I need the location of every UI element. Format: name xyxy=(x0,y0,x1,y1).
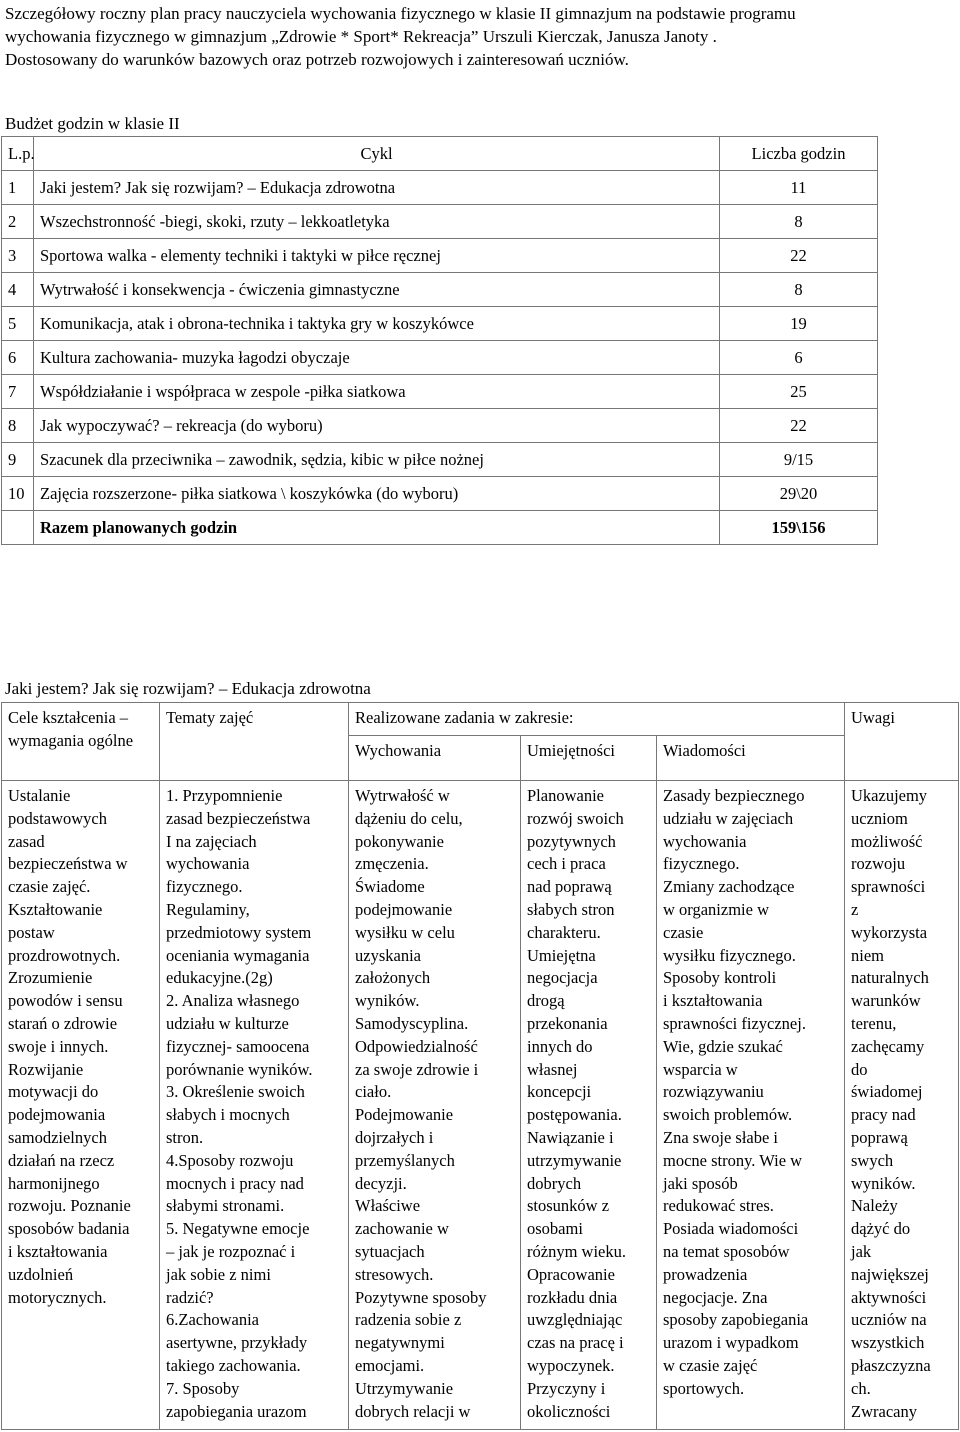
budget-row-lp: 8 xyxy=(2,409,34,443)
budget-row-hours: 19 xyxy=(720,307,878,341)
skills-cell: Planowanie rozwój swoich pozytywnych cech i praca nad poprawą słabych stron charakteru. Umiejętna negocjacja drogą przekonania innych do własnej koncepcji postępowania. Nawiązanie i utrzymywanie dobrych stosunków z osobami różnym wieku. Opracowanie rozkładu dnia uwzględniając czas na pracę i wypoczynek. Przyczyny i okoliczności xyxy=(521,781,657,1430)
budget-row-lp: 6 xyxy=(2,341,34,375)
header-knowledge: Wiadomości xyxy=(657,736,845,781)
budget-total-empty xyxy=(2,511,34,545)
header-lp: L.p. xyxy=(2,137,34,171)
header-skills: Umiejętności xyxy=(521,736,657,781)
budget-row-cycle: Zajęcia rozszerzone- piłka siatkowa \ koszykówka (do wyboru) xyxy=(34,477,720,511)
intro-line-1: Szczegółowy roczny plan pracy nauczyciela wychowania fizycznego w klasie II gimnazjum na podstawie programu xyxy=(5,4,796,23)
upbringing-cell: Wytrwałość w dążeniu do celu, pokonywanie zmęczenia. Świadome podejmowanie wysiłku w celu uzyskania założonych wyników. Samodyscyplina. Odpowiedzialność za swoje zdrowie i ciało. Podejmowanie dojrzałych i przemyślanych decyzji. Właściwe zachowanie w sytuacjach stresowych. Pozytywne sposoby radzenia sobie z negatywnymi emocjami. Utrzymywanie dobrych relacji w xyxy=(349,781,521,1430)
budget-total-hours: 159\156 xyxy=(720,511,878,545)
budget-row xyxy=(2,375,878,409)
header-hours: Liczba godzin xyxy=(720,137,878,171)
budget-row-cycle: Jaki jestem? Jak się rozwijam? – Edukacja zdrowotna xyxy=(34,171,720,205)
budget-total-label: Razem planowanych godzin xyxy=(34,511,720,545)
budget-row xyxy=(2,477,878,511)
topics-cell: 1. Przypomnienie zasad bezpieczeństwa I na zajęciach wychowania fizycznego. Regulaminy, przedmiotowy system oceniania wymagania edukacyjne.(2g) 2. Analiza własnego udziału w kulturze fizycznej- samoocena porównanie wyników. 3. Określenie swoich słabych i mocnych stron. 4.Sposoby rozwoju mocnych i pracy nad słabymi stronami. 5. Negatywne emocje – jak je rozpoznać i jak sobie z nimi radzić? 6.Zachowania asertywne, przykłady takiego zachowania. 7. Sposoby zapobiegania urazom xyxy=(160,781,349,1430)
budget-row-hours: 29\20 xyxy=(720,477,878,511)
knowledge-cell: Zasady bezpiecznego udziału w zajęciach wychowania fizycznego. Zmiany zachodzące w organizmie w czasie wysiłku fizycznego. Sposoby kontroli i kształtowania sprawności fizycznej. Wie, gdzie szukać wsparcia w rozwiązywaniu swoich problemów. Zna swoje słabe i mocne strony. Wie w jaki sposób redukować stres. Posiada wiadomości na temat sposobów prowadzenia negocjacje. Zna sposoby zapobiegania urazom i wypadkom w czasie zajęć sportowych. xyxy=(657,781,845,1430)
intro-line-3: Dostosowany do warunków bazowych oraz potrzeb rozwojowych i zainteresowań uczniów. xyxy=(5,50,629,69)
budget-row-hours: 11 xyxy=(720,171,878,205)
budget-row xyxy=(2,239,878,273)
notes-cell: Ukazujemy uczniom możliwość rozwoju sprawności z wykorzysta niem naturalnych warunków terenu, zachęcamy do świadomej pracy nad poprawą swych wyników. Należy dążyć do jak największej aktywności uczniów na wszystkich płaszczyzna ch. Zwracany xyxy=(845,781,959,1430)
header-cycle: Cykl xyxy=(34,137,720,171)
document-intro xyxy=(5,2,950,71)
budget-row-lp: 4 xyxy=(2,273,34,307)
budget-row-hours: 22 xyxy=(720,409,878,443)
budget-row-hours: 8 xyxy=(720,273,878,307)
budget-row-lp: 2 xyxy=(2,205,34,239)
detail-table xyxy=(1,702,959,1430)
budget-header-row xyxy=(2,137,878,171)
budget-row xyxy=(2,205,878,239)
goals-cell: Ustalanie podstawowych zasad bezpieczeństwa w czasie zajęć. Kształtowanie postaw prozdrowotnych. Zrozumienie powodów i sensu starań o zdrowie swoje i innych. Rozwijanie motywacji do podejmowania samodzielnych działań na rzecz harmonijnego rozwoju. Poznanie sposobów badania i kształtowania uzdolnień motorycznych. xyxy=(2,781,160,1430)
budget-row-cycle: Kultura zachowania- muzyka łagodzi obyczaje xyxy=(34,341,720,375)
budget-row-cycle: Szacunek dla przeciwnika – zawodnik, sędzia, kibic w piłce nożnej xyxy=(34,443,720,477)
budget-row-lp: 9 xyxy=(2,443,34,477)
budget-row-cycle: Wytrwałość i konsekwencja - ćwiczenia gimnastyczne xyxy=(34,273,720,307)
budget-row-hours: 8 xyxy=(720,205,878,239)
header-upbringing: Wychowania xyxy=(349,736,521,781)
budget-table xyxy=(1,136,878,545)
budget-row-cycle: Współdziałanie i współpraca w zespole -piłka siatkowa xyxy=(34,375,720,409)
detail-content-row xyxy=(2,781,959,1430)
budget-row-lp: 7 xyxy=(2,375,34,409)
section-title: Jaki jestem? Jak się rozwijam? – Edukacja zdrowotna xyxy=(5,679,371,698)
budget-row xyxy=(2,341,878,375)
budget-row-lp: 5 xyxy=(2,307,34,341)
header-goals: Cele kształcenia – wymagania ogólne xyxy=(2,703,160,781)
budget-row-hours: 9/15 xyxy=(720,443,878,477)
header-topics: Tematy zajęć xyxy=(160,703,349,781)
budget-row xyxy=(2,171,878,205)
detail-header-row xyxy=(2,703,959,736)
budget-row-cycle: Komunikacja, atak i obrona-technika i taktyka gry w koszykówce xyxy=(34,307,720,341)
header-notes: Uwagi xyxy=(845,703,959,781)
budget-row xyxy=(2,409,878,443)
budget-heading: Budżet godzin w klasie II xyxy=(5,114,180,133)
budget-row-cycle: Jak wypoczywać? – rekreacja (do wyboru) xyxy=(34,409,720,443)
budget-row-lp: 3 xyxy=(2,239,34,273)
budget-row xyxy=(2,307,878,341)
budget-row-hours: 25 xyxy=(720,375,878,409)
budget-row-hours: 6 xyxy=(720,341,878,375)
budget-total-row xyxy=(2,511,878,545)
budget-row-cycle: Wszechstronność -biegi, skoki, rzuty – lekkoatletyka xyxy=(34,205,720,239)
budget-row-cycle: Sportowa walka - elementy techniki i taktyki w piłce ręcznej xyxy=(34,239,720,273)
header-tasks: Realizowane zadania w zakresie: xyxy=(349,703,845,736)
budget-row xyxy=(2,273,878,307)
budget-row-lp: 10 xyxy=(2,477,34,511)
budget-row xyxy=(2,443,878,477)
intro-line-2: wychowania fizycznego w gimnazjum „Zdrowie * Sport* Rekreacja” Urszuli Kierczak, Janusza Janoty . xyxy=(5,27,717,46)
budget-row-lp: 1 xyxy=(2,171,34,205)
budget-row-hours: 22 xyxy=(720,239,878,273)
